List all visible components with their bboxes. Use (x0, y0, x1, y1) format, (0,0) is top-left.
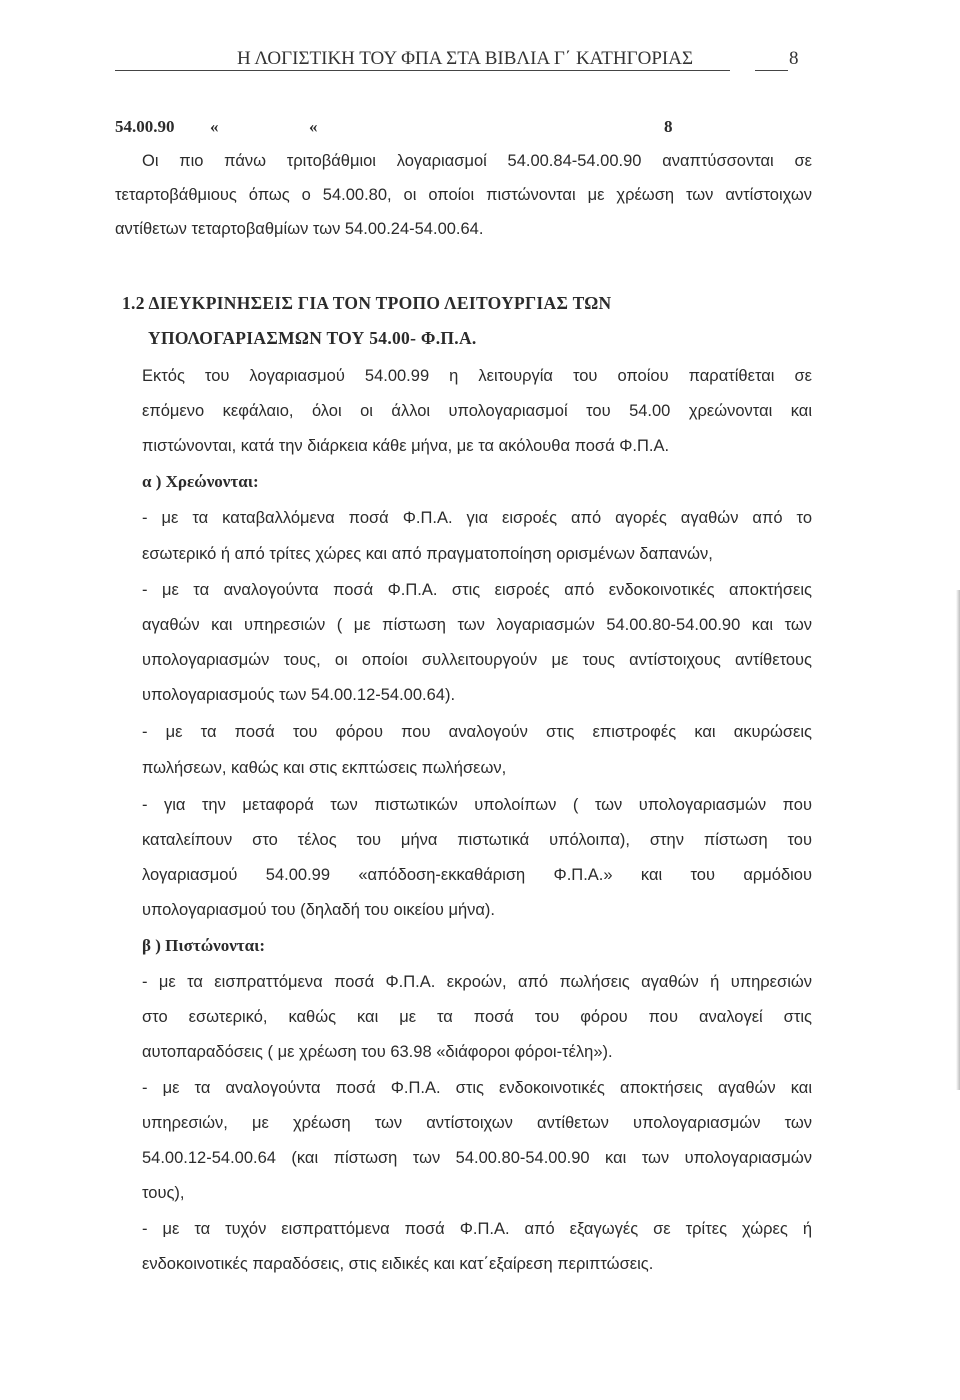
debits-line: εσωτερικό ή από τρίτες χώρες και από πραγματοποίηση ορισμένων δαπανών, (142, 545, 713, 563)
credits-line: 54.00.12-54.00.64 (και πίστωση των 54.00.80-54.00.90 και των υπολογαριασμών (142, 1149, 812, 1167)
debits-line: υπολογαριασμών τους, οι οποίοι συλλειτουργούν με τους αντίστοιχους αντίθετους (142, 651, 812, 669)
account-code: 54.00.90 (115, 117, 175, 136)
debits-line: πωλήσεων, καθώς και στις εκπτώσεις πωλήσεων, (142, 759, 507, 777)
debits-line: - με τα ποσά του φόρου που αναλογούν στις επιστροφές και ακυρώσεις (142, 723, 812, 741)
section-title: ΥΠΟΛΟΓΑΡΙΑΣΜΩΝ ΤΟΥ 54.00- Φ.Π.Α. (148, 328, 477, 348)
ditto-mark: « (309, 117, 318, 136)
intro-line: αντίθετων τεταρτοβαθμίων των 54.00.24-54.00.64. (115, 220, 484, 238)
debits-line: αγαθών και υπηρεσιών ( με πίστωση των λογαριασμών 54.00.80-54.00.90 και των (142, 616, 812, 634)
intro-line: Οι πιο πάνω τριτοβάθμιοι λογαριασμοί 54.00.84-54.00.90 αναπτύσσονται σε (142, 152, 812, 170)
header-rule (755, 70, 788, 71)
credits-line: στο εσωτερικό, καθώς και με τα ποσά του φόρου που αναλογεί στις (142, 1008, 812, 1026)
debits-line: - με τα αναλογούντα ποσά Φ.Π.Α. στις εισροές από ενδοκοινοτικές αποκτήσεις (142, 581, 812, 599)
credits-line: ενδοκοινοτικές παραδόσεις, στις ειδικές και κατ΄εξαίρεση περιπτώσεις. (142, 1255, 654, 1273)
credits-line: - με τα εισπραττόμενα ποσά Φ.Π.Α. εκροών, από πωλήσεις αγαθών ή υπηρεσιών (142, 973, 812, 991)
debits-line: καταλείπουν στο τέλος του μήνα πιστωτικά υπόλοιπα), στην πίστωση του (142, 831, 812, 849)
section-title: 1.2 ΔΙΕΥΚΡΙΝΗΣΕΙΣ ΓΙΑ ΤΟΝ ΤΡΟΠΟ ΛΕΙΤΟΥΡΓΙΑΣ ΤΩΝ (122, 293, 612, 313)
credits-line: υπηρεσιών, με χρέωση των αντίστοιχων αντίθετων υπολογαριασμών των (142, 1114, 812, 1132)
credits-heading: β ) Πιστώνονται: (142, 936, 266, 955)
account-row (115, 116, 675, 138)
debits-line: λογαριασμού 54.00.99 «απόδοση-εκκαθάριση Φ.Π.Α.» και του αρμόδιου (142, 866, 812, 884)
debits-line: - με τα καταβαλλόμενα ποσά Φ.Π.Α. για εισροές από αγορές αγαθών από το (142, 509, 812, 527)
running-header (115, 48, 815, 72)
page-number: 8 (789, 48, 799, 69)
credits-line: αυτοπαραδόσεις ( με χρέωση του 63.98 «διάφοροι φόροι-τέλη»). (142, 1043, 613, 1061)
header-title: Η ΛΟΓΙΣΤΙΚΗ ΤΟΥ ΦΠΑ ΣΤΑ ΒΙΒΛΙΑ Γ΄ ΚΑΤΗΓΟΡΙΑΣ (237, 48, 694, 69)
intro-line: τεταρτοβάθμιους όπως ο 54.00.80, οι οποίοι πιστώνονται με χρέωση των αντίστοιχων (115, 186, 812, 204)
debits-line: υπολογαριασμού του (δηλαδή του οικείου μήνα). (142, 901, 495, 919)
ditto-mark: « (210, 117, 219, 136)
credits-line: - με τα αναλογούντα ποσά Φ.Π.Α. στις ενδοκοινοτικές αποκτήσεις αγαθών και (142, 1079, 812, 1097)
section-para-line: Εκτός του λογαριασμού 54.00.99 η λειτουργία του οποίου παρατίθεται σε (142, 367, 812, 385)
debits-heading: α ) Χρεώνονται: (142, 472, 259, 491)
section-para-line: πιστώνονται, κατά την διάρκεια κάθε μήνα, με τα ακόλουθα ποσά Φ.Π.Α. (142, 437, 670, 455)
credits-line: - με τα τυχόν εισπραττόμενα ποσά Φ.Π.Α. από εξαγωγές σε τρίτες χώρες ή (142, 1220, 812, 1238)
section-para-line: επόμενο κεφάλαιο, όλοι οι άλλοι υπολογαριασμοί του 54.00 χρεώνονται και (142, 402, 812, 420)
debits-line: - για την μεταφορά των πιστωτικών υπολοίπων ( των υπολογαριασμών που (142, 796, 812, 814)
page-edge-shadow (956, 590, 960, 1090)
header-rule (115, 70, 730, 71)
credits-line: τους), (142, 1184, 185, 1202)
account-value: 8 (664, 117, 673, 136)
debits-line: υπολογαριασμούς των 54.00.12-54.00.64). (142, 686, 456, 704)
